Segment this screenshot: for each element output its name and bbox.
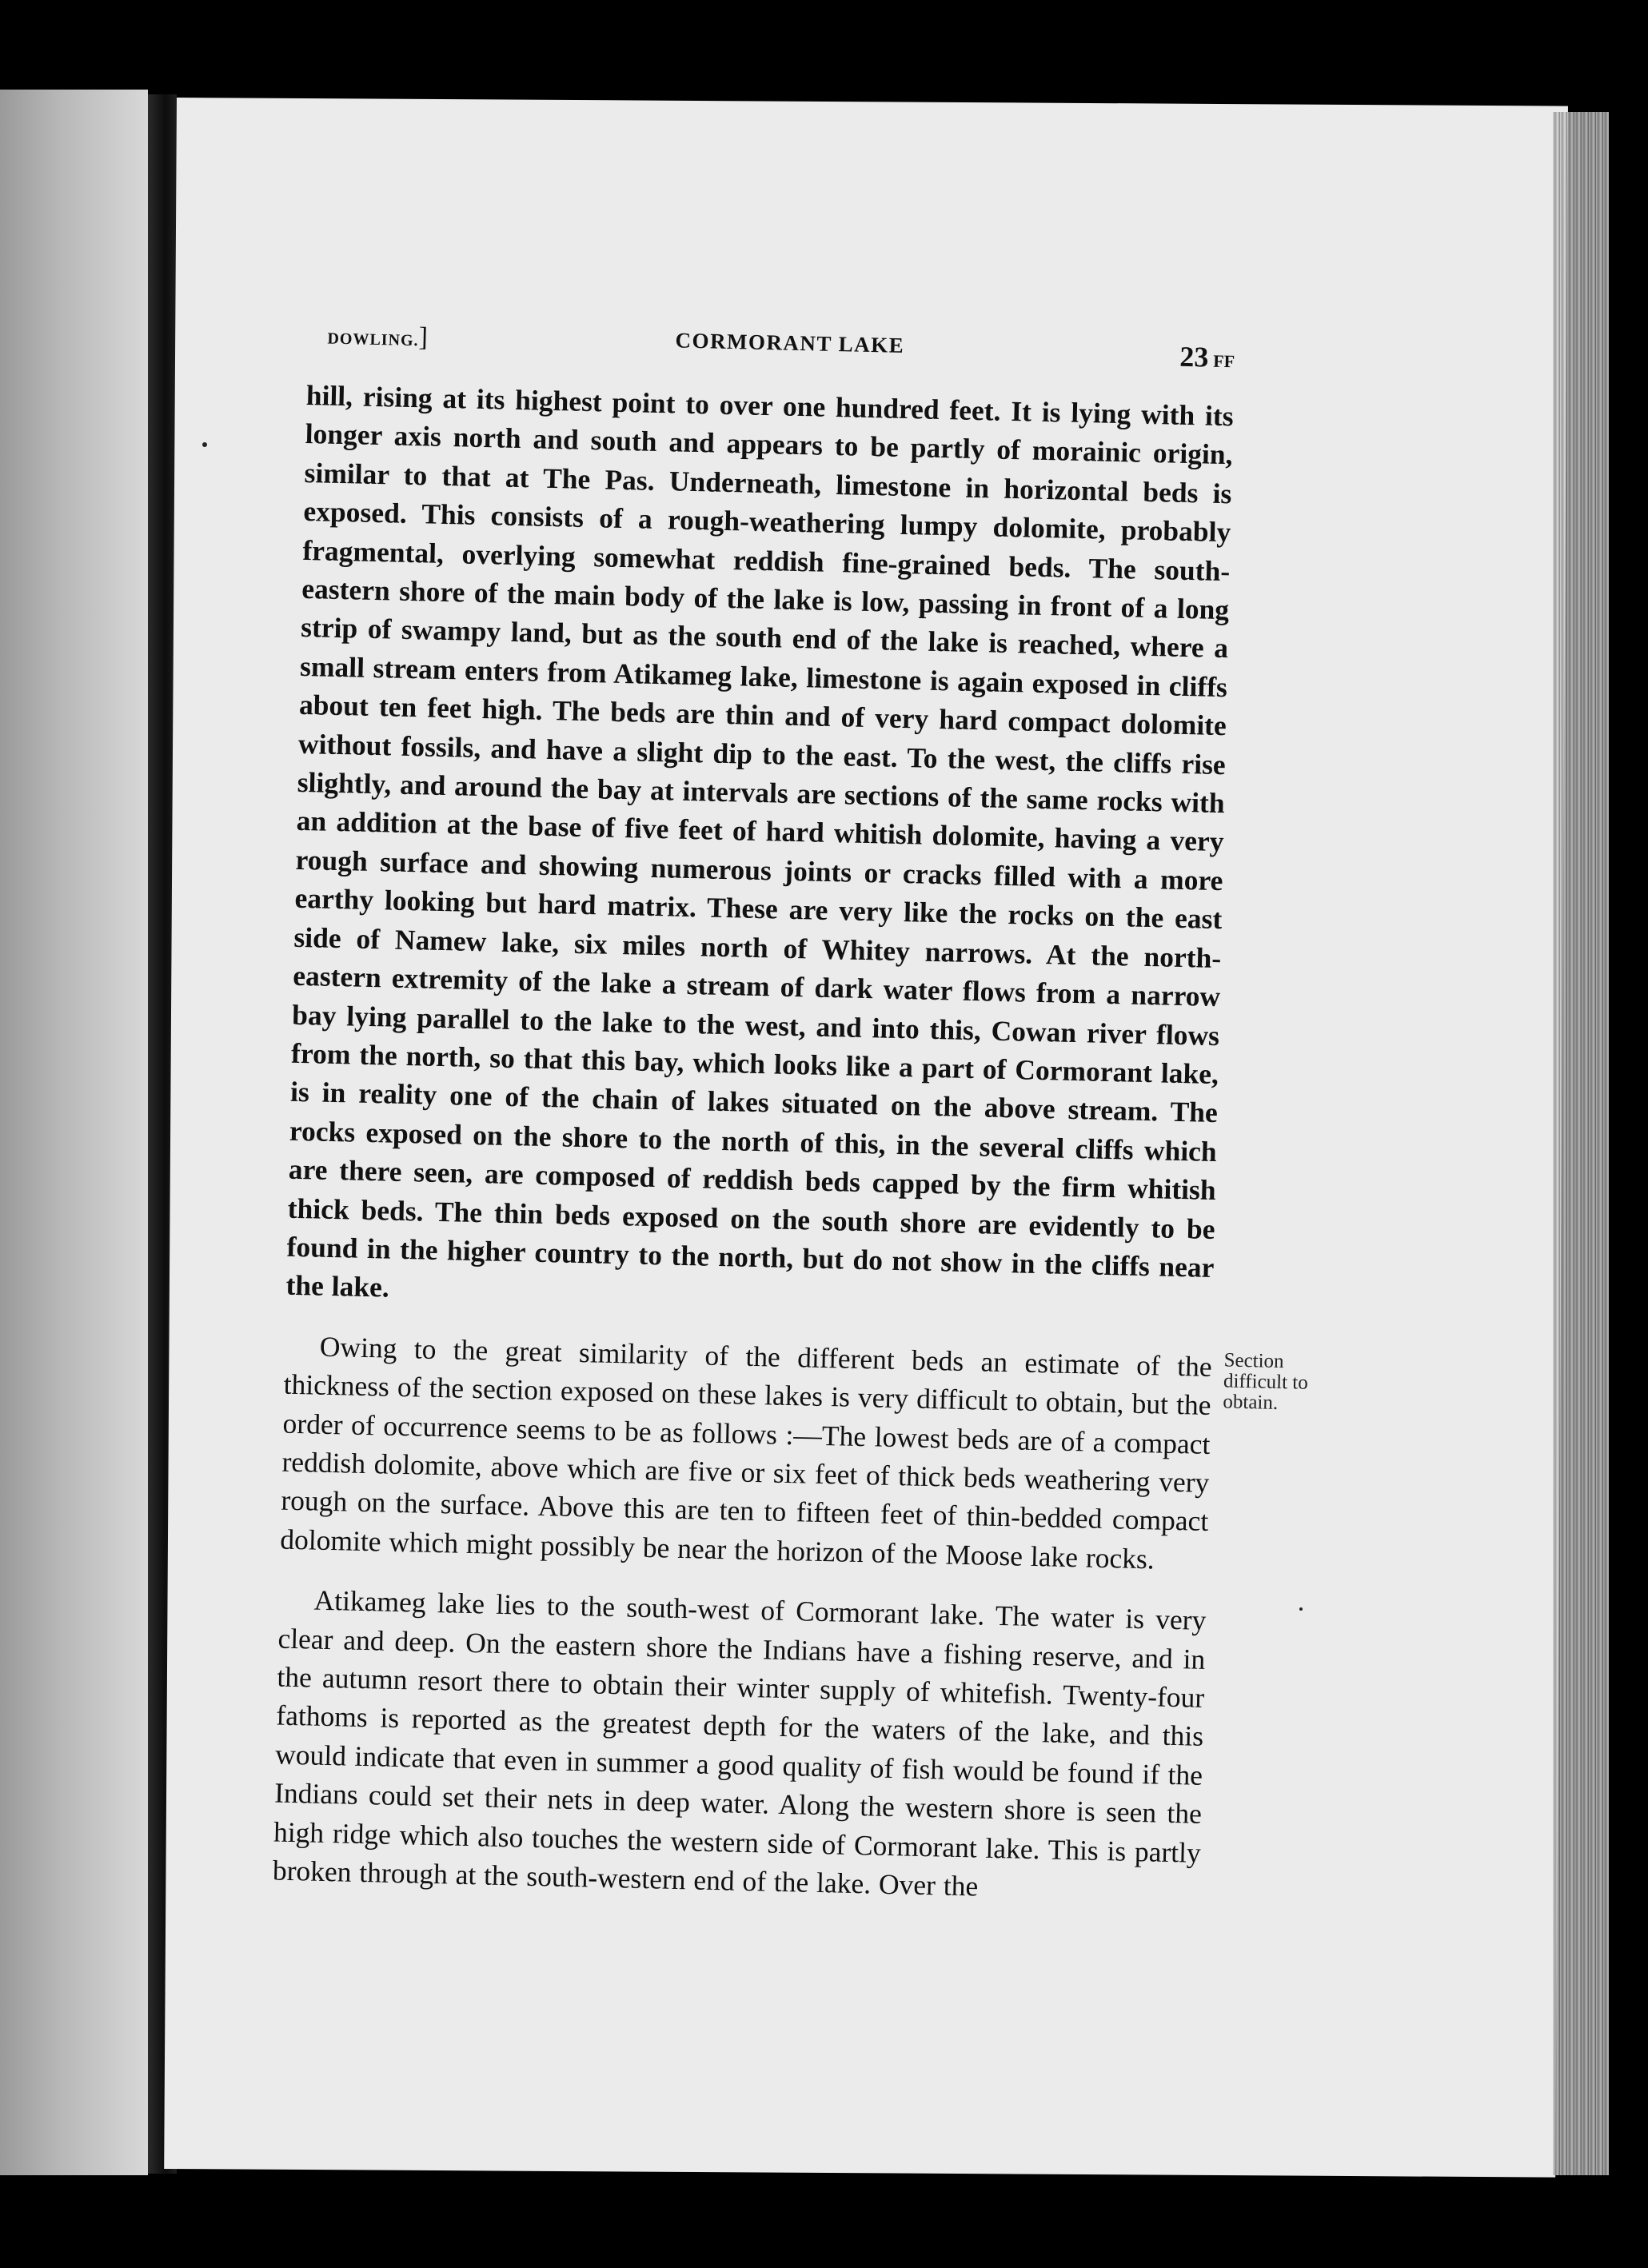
paragraph-1: hill, rising at its highest point to over one hundred feet. It is lying with its longer axis north and south and appears to be partly of morainic origin, similar to that at The Pas. Underneath, limestone in horizontal beds is exposed. This consists of a rough-weathering lumpy dolomite, probably fragmental, overlying somewhat reddish fine-grained beds. The south-eastern shore of the main body of the lake is low, passing in front of a long strip of swampy land, but as the south end of the lake is reached, where a small stream enters from Atikameg lake, limestone is again exposed in cliffs about ten feet high. The beds are thin and of very hard compact dolomite without fossils, and have a slight dip to the east. To the west, the cliffs rise slightly, and around the bay at intervals are sections of the same rocks with an addition at the base of five feet of hard whitish dolomite, having a very rough surface and showing numerous joints or cracks filled with a more earthy looking but hard matrix. These are very like the rocks on the east side of Namew lake, six miles north of Whitey narrows. At the north-eastern extremity of the lake a stream of dark water flows from a narrow bay lying parallel to the lake to the west, and into this, Cowan river flows from the north, so that this bay, which looks like a part of Cormorant lake, is in reality one of the chain of lakes situated on the above stream. The rocks exposed on the shore to the north of this, in the several cliffs which are there seen, are composed of reddish beds capped by the firm whitish thick beds. The thin beds exposed on the south shore are evidently to be found in the higher country to the north, but do not show in the cliffs near the lake. (285, 378, 1235, 1304)
margin-note: Section difficult to obtain. (1223, 1349, 1309, 1414)
page-number-suffix: FF (1212, 350, 1235, 372)
running-head-bracket: ] (418, 322, 429, 353)
speck-mark (202, 442, 207, 447)
page-number: 23 FF (1179, 340, 1235, 373)
speck-mark (1299, 1607, 1303, 1611)
paragraph-2: Owing to the great similarity of the different beds an estimate of the thickness of the section exposed on these lakes is very difficult to obtain, but the order of occurrence seems to be as follows :—The lowest beds are of a compact reddish dolomite, above which are five or six feet of thick beds weathering very rough on the surface. Above this are ten to fifteen feet of thin-bedded compact dolomite which might possibly be near the horizon of the Moose lake rocks. (279, 1330, 1213, 1575)
page-edge-stack (1553, 112, 1609, 2175)
left-margin-strip (0, 90, 148, 2175)
paragraph-3: Atikameg lake lies to the south-west of Cormorant lake. The water is very clear and deep. On the eastern shore the Indians have a fishing reserve, and in the autumn resort there to obtain their winter supply of whitefish. Twenty-four fathoms is reported as the greatest depth for the waters of the lake, and this would indicate that even in summer a good quality of fish would be found if the Indians could set their nets in deep water. Along the western shore is seen the high ridge which also touches the western side of Cormorant lake. This is partly broken through at the south-western end of the lake. Over the (272, 1583, 1207, 1903)
running-head-author: DOWLING.] (327, 322, 429, 353)
page-text-block (272, 320, 1235, 1911)
running-head-title: CORMORANT LAKE (675, 328, 905, 357)
